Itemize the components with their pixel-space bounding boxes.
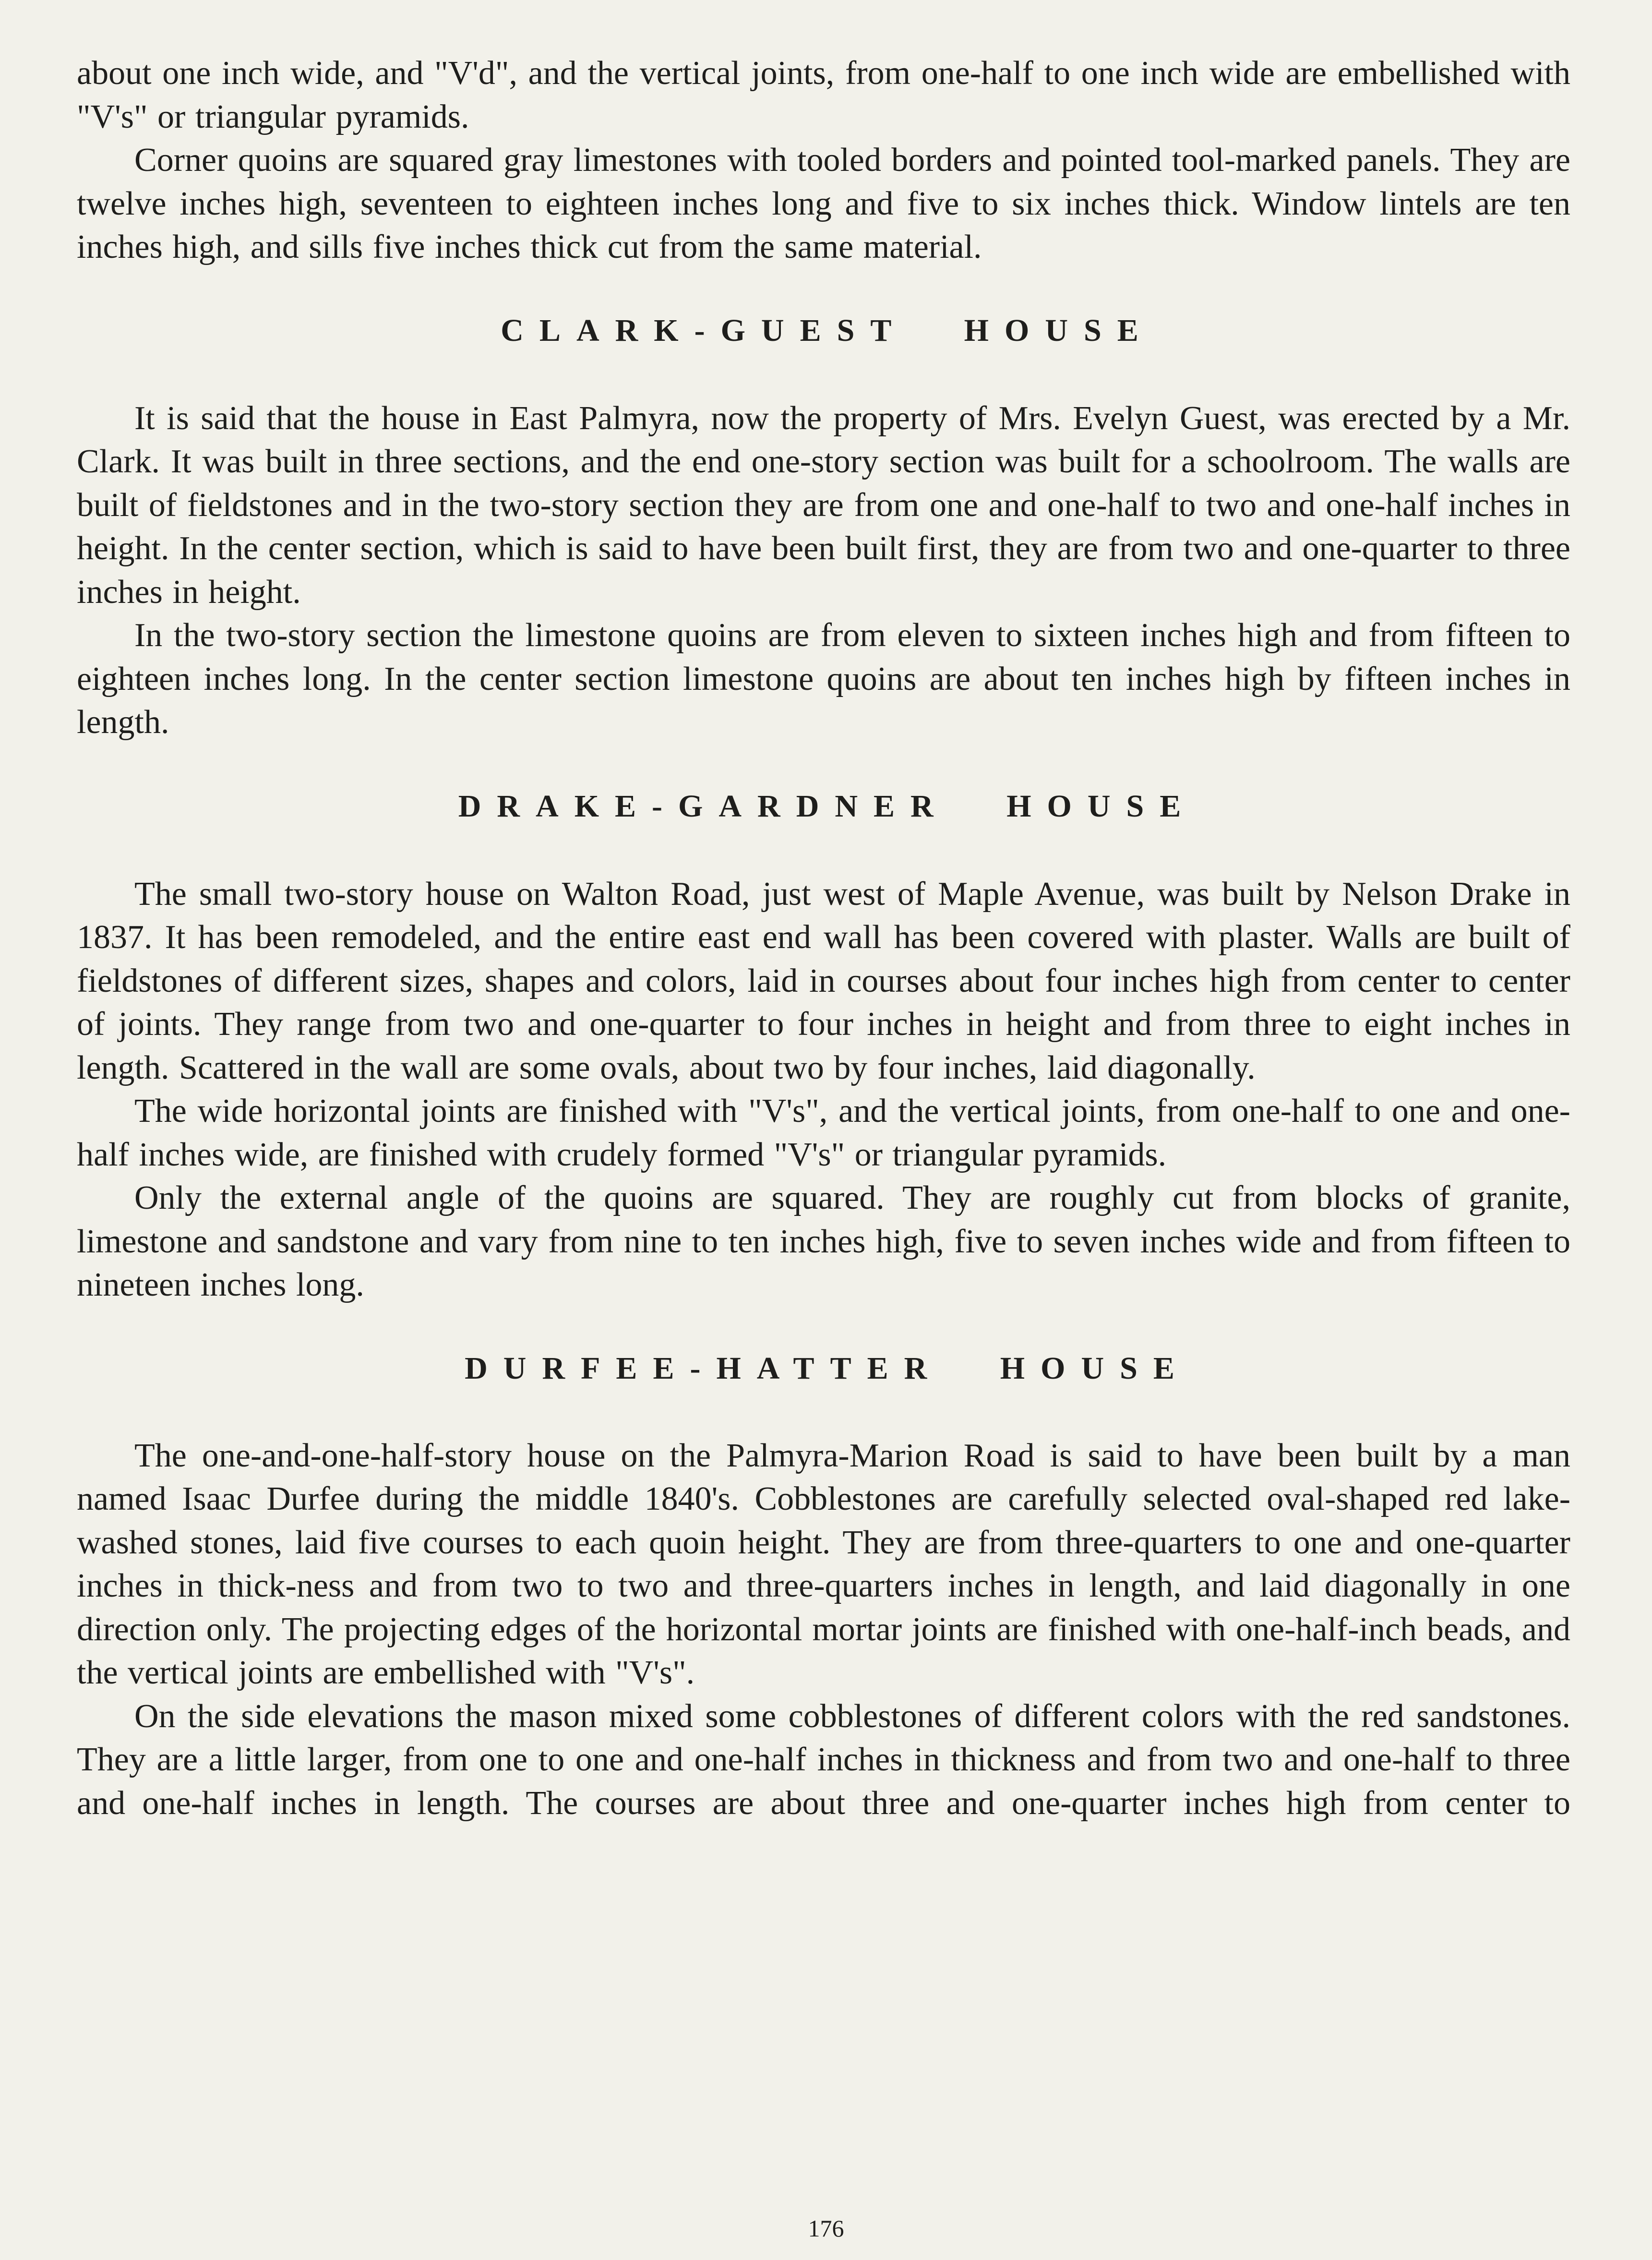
clark-guest-paragraph-1: It is said that the house in East Palmyra, now the property of Mrs. Evelyn Guest, was erected by a Mr. Clark. It was built in three sections, and the end one-story section was built for a schoolroom. The walls are built of fieldstones and in the two-story section they are from one and one-half to two and one-half inches in height. In the center section, which is said to have been built first, they are from two and one-quarter to three inches in height. — [77, 399, 1570, 611]
section-durfee-hatter-house — [77, 1347, 1570, 1826]
section-title-durfee-hatter: DURFEE-HATTER HOUSE — [465, 1350, 1190, 1386]
section-clark-guest-house — [77, 309, 1570, 745]
durfee-hatter-paragraph-1: The one-and-one-half-story house on the Palmyra-Marion Road is said to have been built by a man named Isaac Durfee during the middle 1840's. Cobblestones are carefully selected oval-shaped red lake-washed stones, laid five courses to each quoin height. They are from three-quarters to one and one-quarter inches in thick-ness and from two to two and three-quarters inches in length, and laid diagonally in one direction only. The projecting edges of the horizontal mortar joints are finished with one-half-inch beads, and the vertical joints are embellished with "V's". — [77, 1437, 1570, 1691]
page-body — [77, 52, 1570, 1825]
drake-gardner-paragraph-1: The small two-story house on Walton Road, just west of Maple Avenue, was built by Nelson Drake in 1837. It has been remodeled, and the entire east end wall has been covered with plaster. Walls are built of fieldstones of different sizes, shapes and colors, laid in courses about four inches high from center to center of joints. They range from two and one-quarter to four inches in height and from three to eight inches in length. Scattered in the wall are some ovals, about two by four inches, laid diagonally. — [77, 875, 1570, 1086]
drake-gardner-paragraph-2: The wide horizontal joints are finished with "V's", and the vertical joints, from one-half to one and one-half inches wide, are finished with crudely formed "V's" or triangular pyramids. — [77, 1093, 1570, 1173]
section-title-drake-gardner: DRAKE-GARDNER HOUSE — [458, 788, 1197, 824]
page-number: 176 — [808, 2215, 844, 2242]
intro-paragraph-1: about one inch wide, and "V'd", and the vertical joints, from one-half to one inch wide are embellished with "V's" or triangular pyramids. — [77, 55, 1570, 135]
clark-guest-paragraph-2: In the two-story section the limestone quoins are from eleven to sixteen inches high and from fifteen to eighteen inches long. In the center section limestone quoins are about ten inches high by fifteen inches in length. — [77, 617, 1570, 741]
intro-paragraph-2: Corner quoins are squared gray limestones with tooled borders and pointed tool-marked panels. They are twelve inches high, seventeen to eighteen inches long and five to six inches thick. Window lintels are ten inches high, and sills five inches thick cut from the same material. — [77, 142, 1570, 265]
durfee-hatter-paragraph-2: On the side elevations the mason mixed some cobblestones of different colors with the red sandstones. They are a little larger, from one to one and one-half inches in thickness and from two and one-half to three and one-half inches in length. The courses are about three and one-quarter inches high from center to — [77, 1697, 1570, 1822]
section-title-clark-guest: CLARK-GUEST HOUSE — [501, 313, 1154, 348]
section-drake-gardner-house — [77, 785, 1570, 1307]
drake-gardner-paragraph-3: Only the external angle of the quoins are squared. They are roughly cut from blocks of granite, limestone and sandstone and vary from nine to ten inches high, five to seven inches wide and from fifteen to nineteen inches long. — [77, 1179, 1570, 1303]
